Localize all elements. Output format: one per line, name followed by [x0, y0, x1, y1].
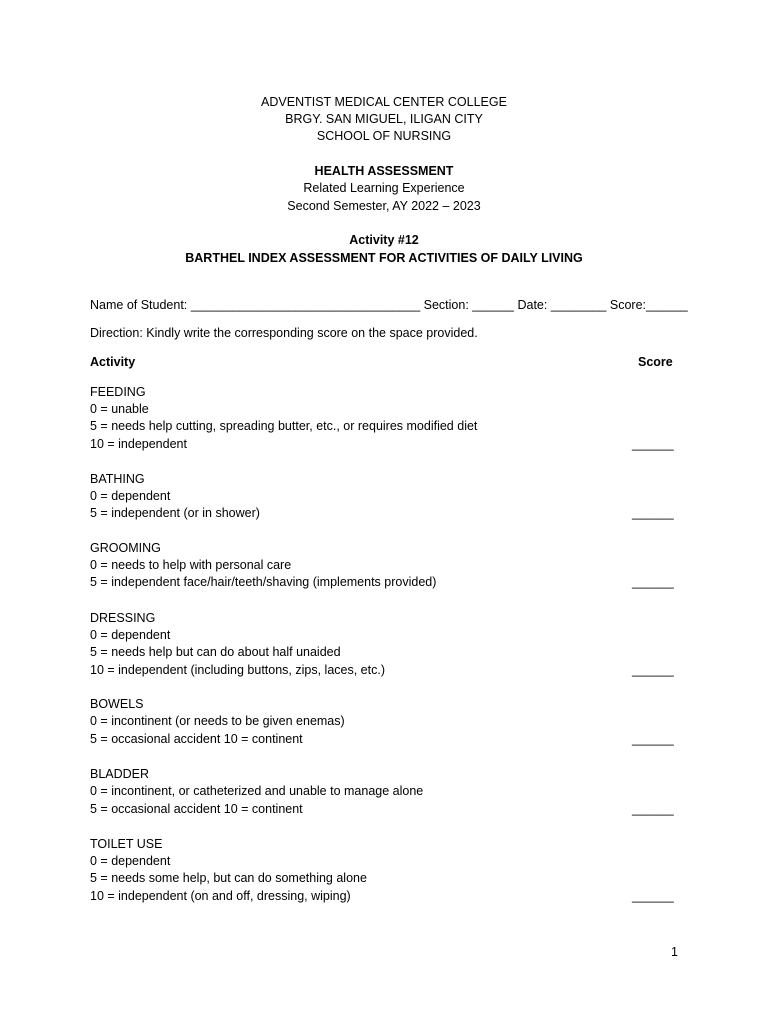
- score-column-header: Score: [638, 355, 673, 369]
- activity-option: 5 = independent (or in shower): [90, 506, 260, 520]
- activity-option: 5 = needs some help, but can do something alone: [90, 871, 367, 885]
- score-blank[interactable]: ______: [632, 663, 674, 677]
- institution-address: BRGY. SAN MIGUEL, ILIGAN CITY: [285, 112, 483, 126]
- activity-option: 5 = occasional accident 10 = continent: [90, 802, 303, 816]
- direction-text: Direction: Kindly write the corresponding score on the space provided.: [90, 326, 478, 340]
- activity-name: GROOMING: [90, 541, 161, 555]
- academic-term: Second Semester, AY 2022 – 2023: [287, 199, 481, 213]
- activity-option: 0 = incontinent, or catheterized and unable to manage alone: [90, 784, 424, 798]
- activity-option: 0 = incontinent (or needs to be given enemas): [90, 714, 345, 728]
- activity-number: Activity #12: [349, 233, 419, 247]
- course-title: HEALTH ASSESSMENT: [314, 164, 454, 178]
- score-blank[interactable]: ______: [632, 732, 674, 746]
- activity-option: 10 = independent (including buttons, zips, laces, etc.): [90, 663, 385, 677]
- score-blank[interactable]: ______: [632, 575, 674, 589]
- activity-option: 0 = dependent: [90, 854, 171, 868]
- activity-option: 0 = unable: [90, 402, 149, 416]
- activity-name: TOILET USE: [90, 837, 163, 851]
- activity-option: 0 = needs to help with personal care: [90, 558, 292, 572]
- activity-column-header: Activity: [90, 355, 136, 369]
- activity-option: 5 = needs help cutting, spreading butter, etc., or requires modified diet: [90, 419, 478, 433]
- activity-name: BATHING: [90, 472, 145, 486]
- activity-option: 10 = independent: [90, 437, 187, 451]
- activity-option: 10 = independent (on and off, dressing, wiping): [90, 889, 351, 903]
- activity-option: 5 = independent face/hair/teeth/shaving (implements provided): [90, 575, 437, 589]
- score-blank[interactable]: ______: [632, 506, 674, 520]
- school-name: SCHOOL OF NURSING: [316, 129, 452, 143]
- activity-name: DRESSING: [90, 611, 156, 625]
- score-blank[interactable]: ______: [632, 437, 674, 451]
- score-blank[interactable]: ______: [632, 802, 674, 816]
- student-info-line: Name of Student: _________________________________ Section: ______ Date: ________ Score:______: [90, 298, 688, 312]
- activity-option: 5 = occasional accident 10 = continent: [90, 732, 303, 746]
- activity-option: 0 = dependent: [90, 489, 171, 503]
- activity-name: BOWELS: [90, 697, 144, 711]
- activity-option: 5 = needs help but can do about half unaided: [90, 645, 341, 659]
- page-number: 1: [671, 945, 678, 959]
- institution-name: ADVENTIST MEDICAL CENTER COLLEGE: [261, 95, 507, 109]
- activity-name: FEEDING: [90, 385, 146, 399]
- course-subtitle: Related Learning Experience: [303, 181, 465, 195]
- score-blank[interactable]: ______: [632, 889, 674, 903]
- activity-option: 0 = dependent: [90, 628, 171, 642]
- activity-name: BLADDER: [90, 767, 150, 781]
- activity-title: BARTHEL INDEX ASSESSMENT FOR ACTIVITIES OF DAILY LIVING: [185, 251, 583, 265]
